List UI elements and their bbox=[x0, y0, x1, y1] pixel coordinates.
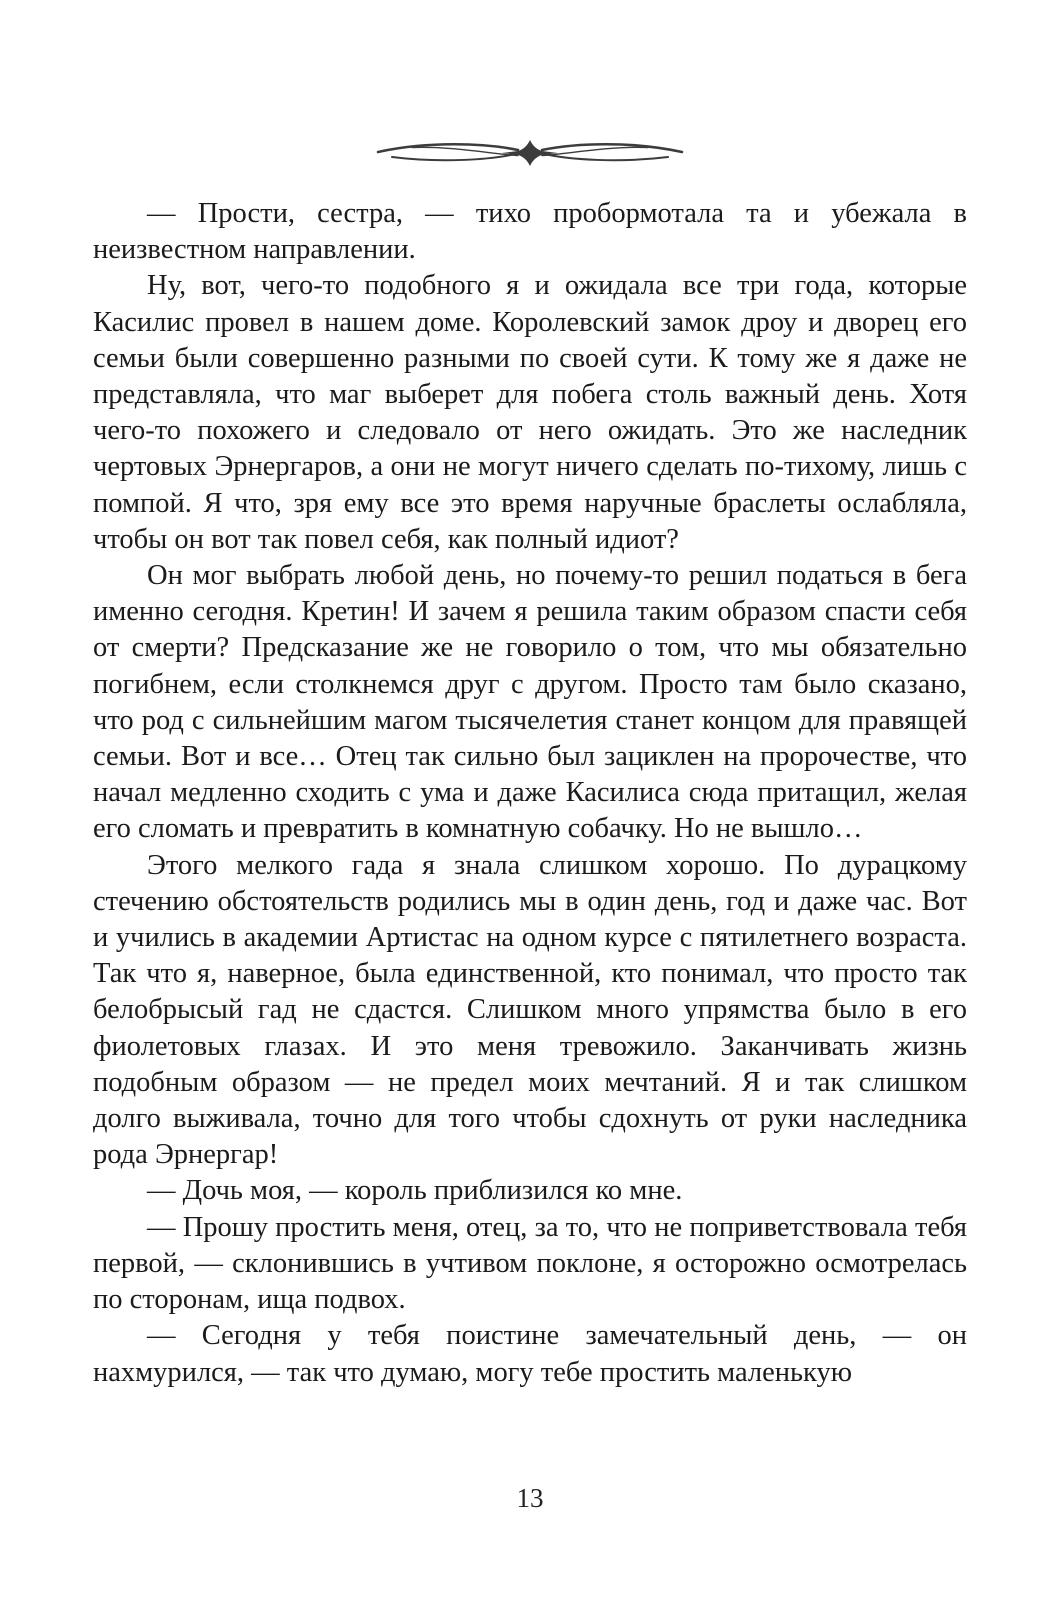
divider-flourish-icon bbox=[370, 136, 690, 170]
page-number: 13 bbox=[516, 1483, 544, 1513]
paragraph-4: Этого мелкого гада я знала слишком хорошо. По дурацкому стечению обстоятельств родились мы в один день, год и даже час. Вот и учились в академии Артистас на одном курсе с пятилетнего возраста. Так что я, наверное, была единственной, кто понимал, что просто так белобрысый гад не сдастся. Слишком много упрямства было в его фиолетовых глазах. И это меня тревожило. Заканчивать жизнь подобным образом — не предел моих мечтаний. Я и так слишком долго выживала, точно для того чтобы сдохнуть от руки наследника рода Эрнергар! bbox=[93, 849, 967, 1171]
paragraph-3: Он мог выбрать любой день, но почему-то решил податься в бега именно сегодня. Кретин! И зачем я решила таким образом спасти себя от смерти? Предсказание же не говорило о том, что мы обязательно погибнем, если столкнемся друг с другом. Просто там было сказано, что род с сильнейшим магом тысячелетия станет концом для правящей семьи. Вот и все… Отец так сильно был зациклен на пророчестве, что начал медленно сходить с ума и даже Касилиса сюда притащил, желая его сломать и превратить в комнатную собачку. Но не вышло… bbox=[93, 560, 967, 845]
paragraph-2: Ну, вот, чего-то подобного я и ожидала все три года, которые Касилис провел в нашем доме. Королевский замок дроу и дворец его семьи были совершенно разными по своей сути. К тому же я даже не представляла, что маг выберет для побега столь важный день. Хотя чего-то похожего и следовало от него ожидать. Это же наследник чертовых Эрнергаров, а они не могут ничего сделать по-тихому, лишь с помпой. Я что, зря ему все это время наручные браслеты ослабляла, чтобы он вот так повел себя, как полный идиот? bbox=[93, 270, 967, 555]
body-text bbox=[93, 196, 967, 1391]
paragraph-5: — Дочь моя, — король приблизился ко мне. bbox=[147, 1175, 683, 1207]
paragraph-7: — Сегодня у тебя поистине замечательный день, — он нахмурился, — так что думаю, могу тебе простить маленькую bbox=[93, 1320, 967, 1388]
paragraph-6: — Прошу простить меня, отец, за то, что не поприветствовала тебя первой, — склонившись в учтивом поклоне, я осторожно осмотрелась по сторонам, ища подвох. bbox=[93, 1211, 967, 1316]
paragraph-1: — Прости, сестра, — тихо пробормотала та и убежала в неизвестном направлении. bbox=[93, 198, 967, 266]
